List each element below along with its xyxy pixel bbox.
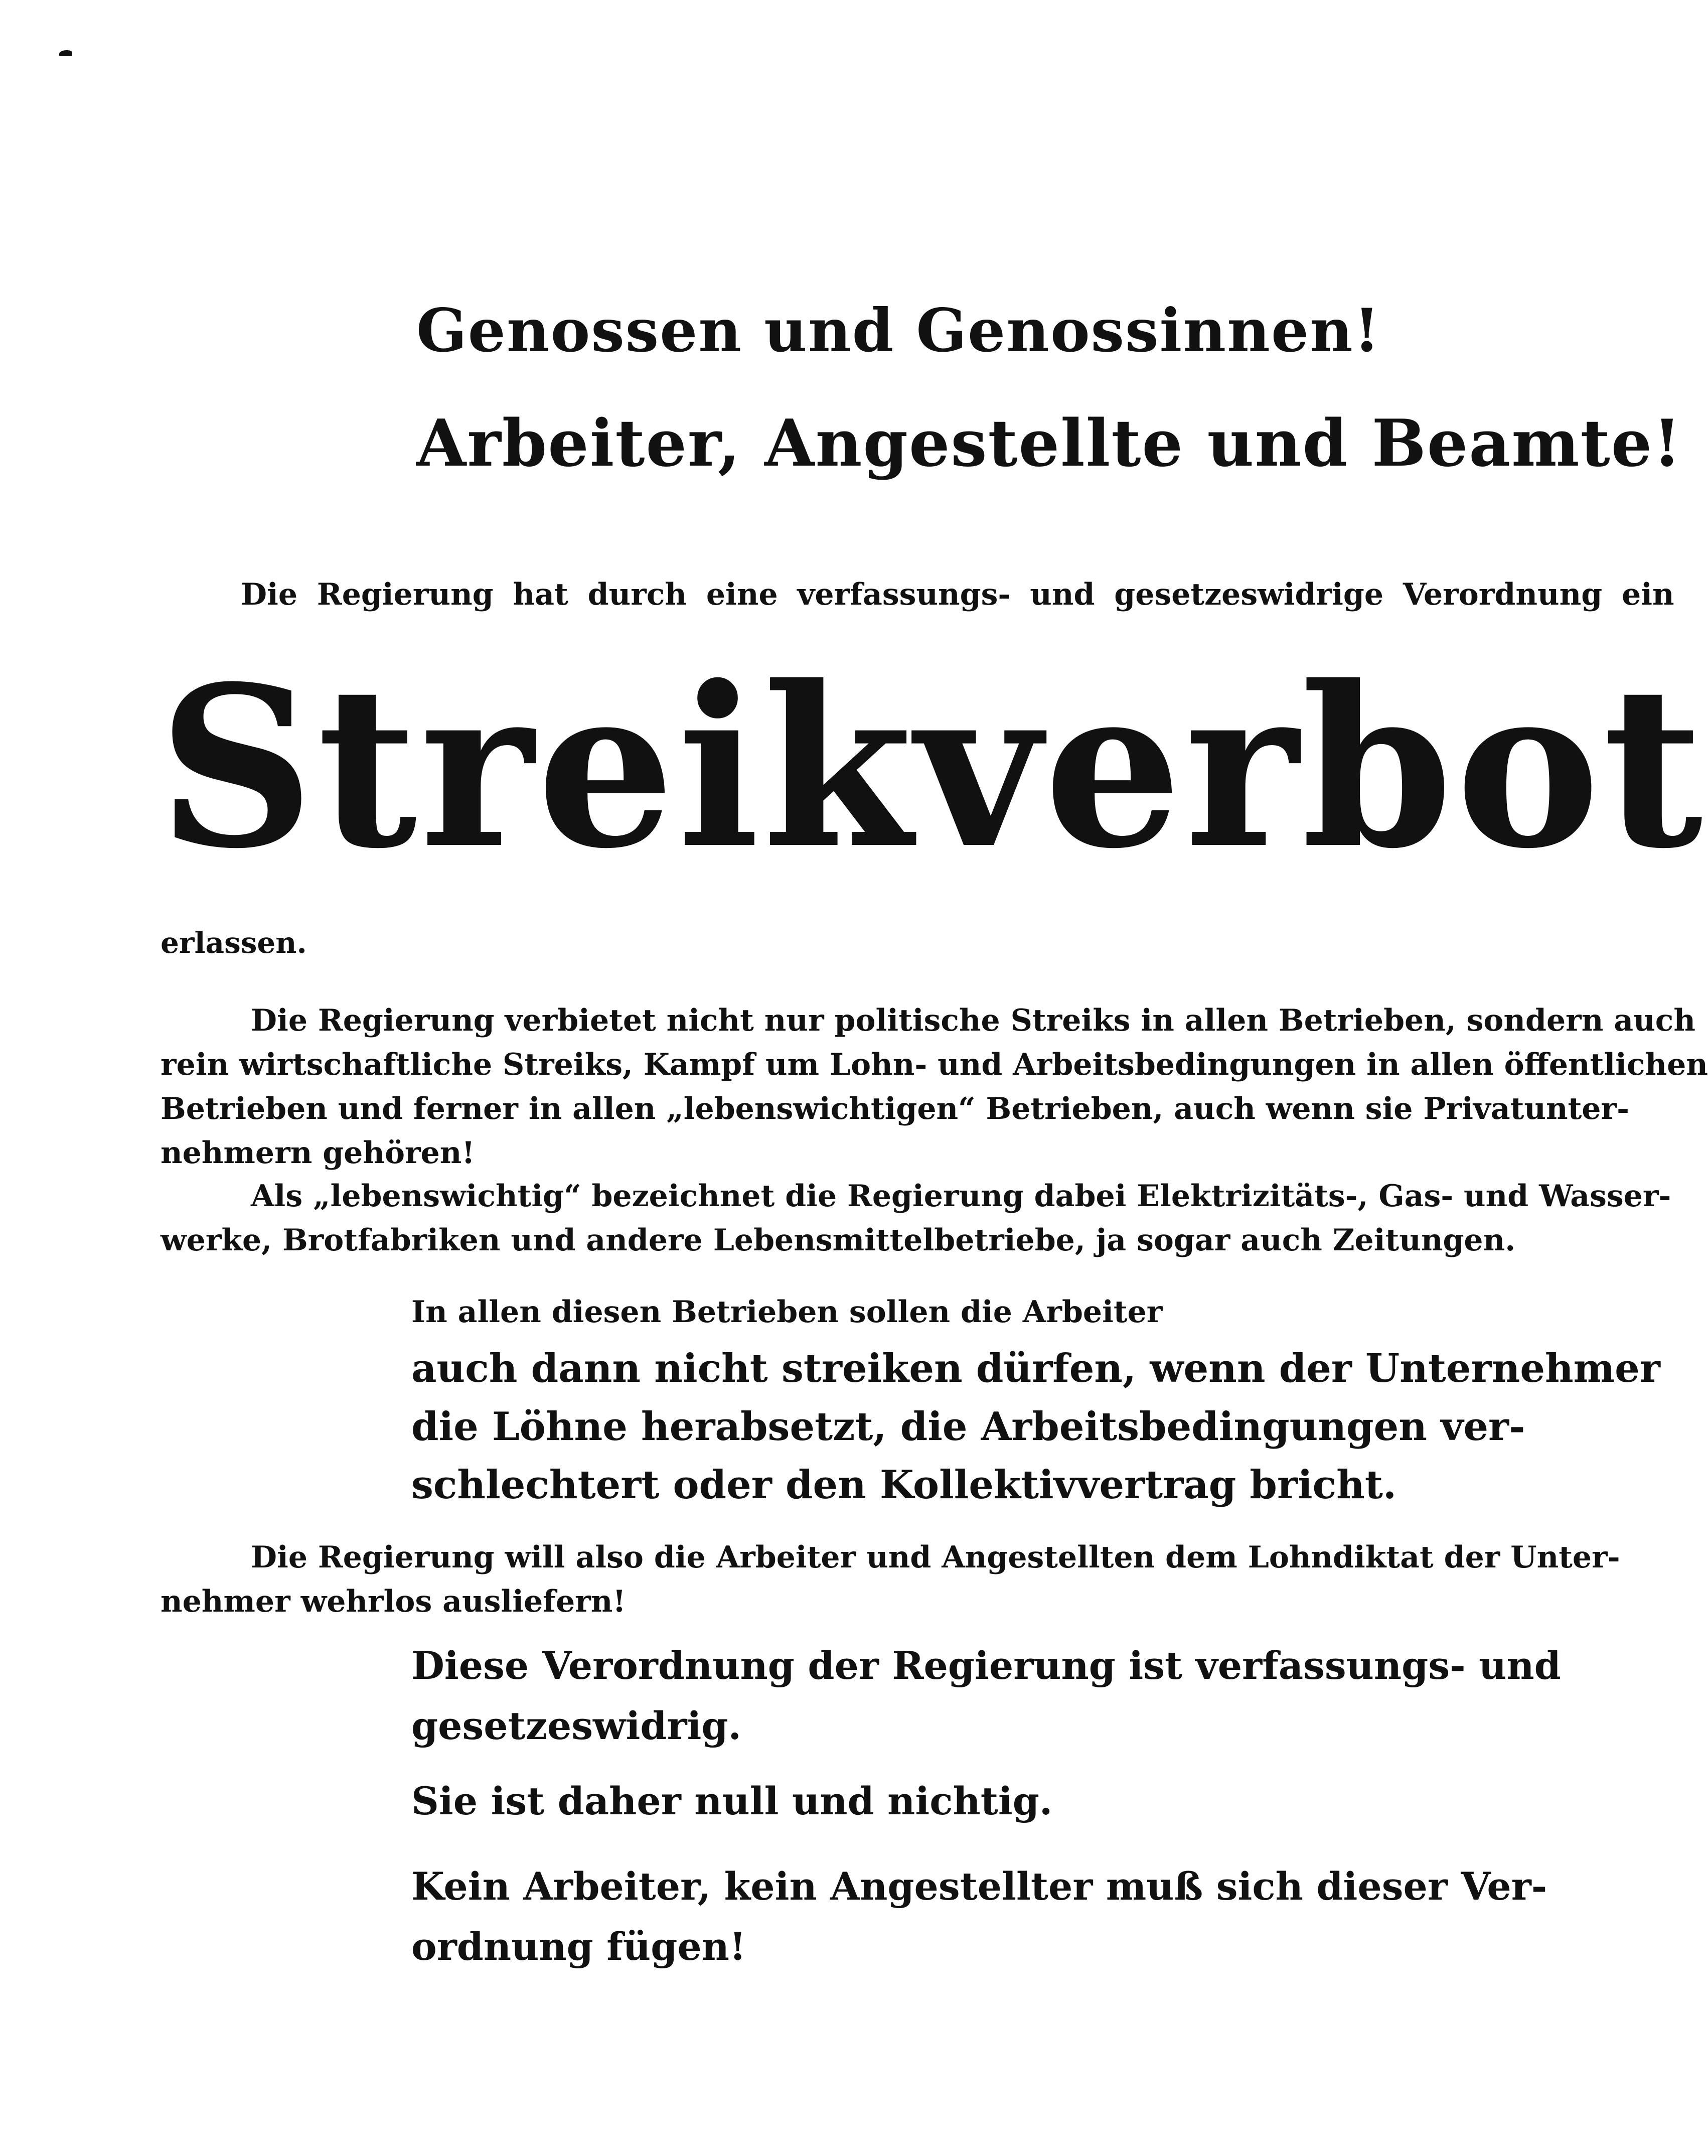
paragraph-1-line: nehmern gehören!	[161, 1135, 475, 1171]
paragraph-1-line: Betrieben und ferner in allen „lebenswichtigen“ Betrieben, auch wenn sie Privatunter-	[161, 1091, 1629, 1126]
paragraph-1-line: Die Regierung verbietet nicht nur politische Streiks in allen Betrieben, sondern auch	[251, 1003, 1695, 1038]
inset-2	[411, 1340, 1660, 1514]
inset-5	[411, 1856, 1547, 1977]
inset-4	[411, 1771, 1369, 1831]
inset-1	[411, 1289, 1369, 1335]
heading-line-1: Genossen und Genossinnen!	[416, 296, 1381, 365]
paragraph-3-line: nehmer wehrlos ausliefern!	[161, 1584, 626, 1619]
heading-line-2: Arbeiter, Angestellte und Beamte!	[416, 406, 1682, 481]
inset-3-line: gesetzeswidrig.	[411, 1703, 741, 1748]
erlassen-word: erlassen.	[161, 926, 307, 960]
inset-3	[411, 1636, 1561, 1756]
paragraph-3-line: Die Regierung will also die Arbeiter und Angestellten dem Lohndiktat der Unter-	[251, 1540, 1620, 1575]
inset-2-line: auch dann nicht streiken dürfen, wenn der Unternehmer	[411, 1346, 1660, 1391]
inset-5-line: ordnung fügen!	[411, 1924, 746, 1969]
ink-speck	[59, 50, 72, 56]
paragraph-3	[161, 1535, 1620, 1624]
headline-streikverbot: Streikverbot	[158, 638, 1706, 897]
paragraph-1-line: rein wirtschaftliche Streiks, Kampf um Lohn- und Arbeitsbedingungen in allen öffentlichen	[161, 1047, 1708, 1082]
inset-2-line: schlechtert oder den Kollektivvertrag bricht.	[411, 1462, 1397, 1508]
paragraph-2-line: Als „lebenswichtig“ bezeichnet die Regierung dabei Elektrizitäts-, Gas- und Wasser-	[251, 1179, 1671, 1214]
inset-2-line: die Löhne herabsetzt, die Arbeitsbedingungen ver-	[411, 1404, 1525, 1450]
intro-line: Die Regierung hat durch eine verfassungs- und gesetzeswidrige Verordnung ein	[241, 577, 1674, 612]
paragraph-1	[161, 998, 1708, 1175]
paragraph-2-line: werke, Brotfabriken und andere Lebensmittelbetriebe, ja sogar auch Zeitungen.	[161, 1223, 1516, 1258]
inset-4-line: Sie ist daher null und nichtig.	[411, 1779, 1053, 1823]
inset-3-line: Diese Verordnung der Regierung ist verfassungs- und	[411, 1643, 1561, 1688]
inset-1-line: In allen diesen Betrieben sollen die Arbeiter	[411, 1295, 1163, 1330]
inset-5-line: Kein Arbeiter, kein Angestellter muß sich dieser Ver-	[411, 1864, 1547, 1909]
paragraph-2	[161, 1174, 1671, 1262]
